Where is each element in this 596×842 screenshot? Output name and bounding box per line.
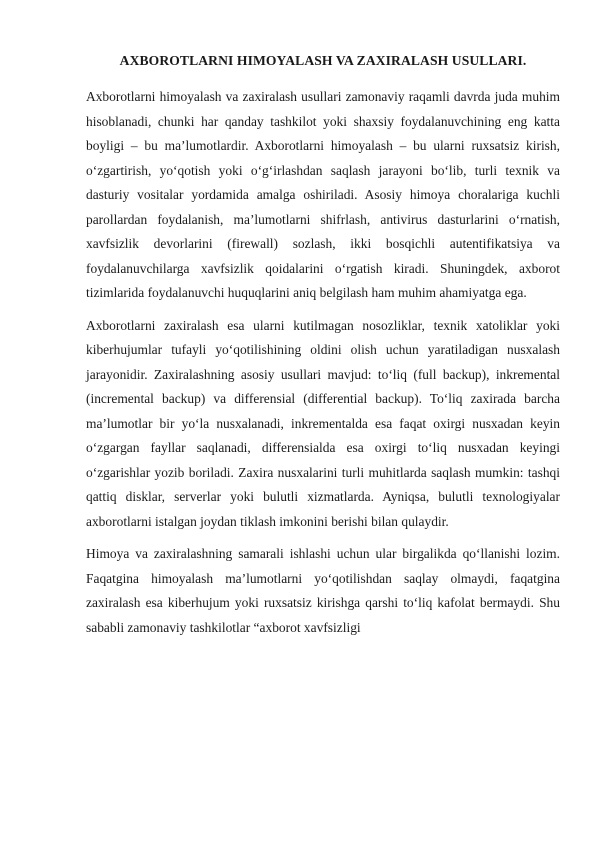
document-title: AXBOROTLARNI HIMOYALASH VA ZAXIRALASH USULLARI. — [119, 53, 527, 68]
document-page — [86, 51, 560, 648]
paragraph-combined: Himoya va zaxiralashning samarali ishlashi uchun ular birgalikda qo‘llanishi lozim. Faqatgina himoyalash ma’lumotlarni yo‘qotilishdan saqlay olmaydi, faqatgina zaxiralash esa kiberhujum yoki ruxsatsiz kirishga qarshi to‘liq kafolat bermaydi. Shu sababli zamonaviy tashkilotlar “axborot xavfsizligi — [86, 546, 560, 635]
paragraph-protection: Axborotlarni himoyalash va zaxiralash usullari zamonaviy raqamli davrda juda muhim hisoblanadi, chunki har qanday tashkilot yoki shaxsiy foydalanuvchining eng katta boyligi – bu ma’lumotlardir. Axborotlarni himoyalash – bu ularni ruxsatsiz kirish, o‘zgartirish, yo‘qotish yoki o‘g‘irlashdan saqlash jarayoni bo‘lib, turli texnik va dasturiy vositalar yordamida amalga oshiriladi. Asosiy himoya choralariga kuchli parollardan foydalanish, ma’lumotlarni shifrlash, antivirus dasturlarini o‘rnatish, xavfsizlik devorlarini (firewall) sozlash, ikki bosqichli autentifikatsiya va foydalanuvchilarga xavfsizlik qoidalarini o‘rgatish kiradi. Shuningdek, axborot tizimlarida foydalanuvchi huquqlarini aniq belgilash ham muhim ahamiyatga ega. — [86, 89, 560, 300]
paragraph-backup: Axborotlarni zaxiralash esa ularni kutilmagan nosozliklar, texnik xatoliklar yoki kiberhujumlar tufayli yo‘qotilishining oldini olish uchun yaratiladigan nusxalash jarayonidir. Zaxiralashning asosiy usullari mavjud: to‘liq (full backup), inkremental (incremental backup) va differensial (differential backup). To‘liq zaxirada barcha ma’lumotlar bir yo‘la nusxalanadi, inkrementalda esa faqat oxirgi nusxadan keyin o‘zgargan fayllar saqlanadi, differensialda esa oxirgi to‘liq nusxadan keyingi o‘zgarishlar yozib boriladi. Zaxira nusxalarini turli muhitlarda saqlash mumkin: tashqi qattiq disklar, serverlar yoki bulutli xizmatlarda. Ayniqsa, bulutli texnologiyalar axborotlarni istalgan joydan tiklash imkonini berishi bilan qulaydir. — [86, 317, 560, 529]
